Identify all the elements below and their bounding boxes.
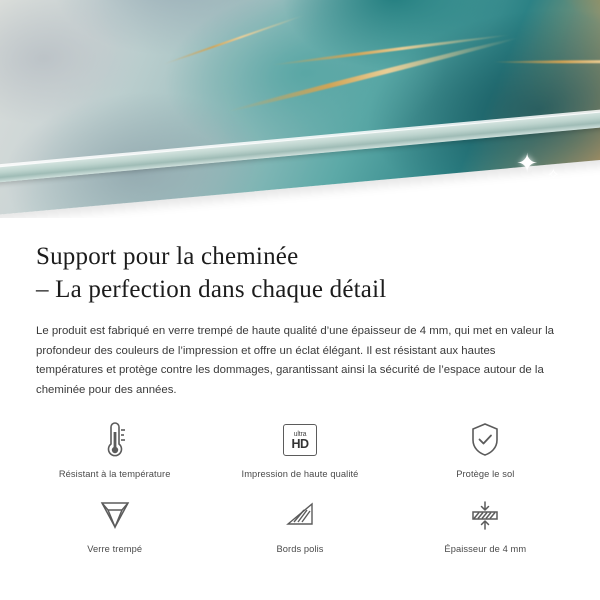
hero-image-inner [0,0,600,218]
feature-item [22,418,207,479]
description-paragraph: Le produit est fabriqué en verre trempé de haute qualité d’une épaisseur de 4 mm, qui met en valeur la profondeur des couleurs de l’impression et offre un éclat élégant. Il est résistant aux hautes températures et protège contre les dommages, garantissant ainsi la sécurité de l’espace autour de la cheminée pour des années. [36,325,554,396]
thermometer-icon [100,418,130,462]
thickness-icon [465,493,505,537]
content-block [0,218,600,400]
headline-line-1: Support pour la cheminée [36,243,299,270]
feature-label: Verre trempé [87,544,143,555]
glass-panel-artwork [0,0,600,216]
sparkle-small-icon: ✧ [546,167,560,184]
ultra-hd-top-text: ultra [293,430,307,438]
polished-edges-icon [282,493,318,537]
feature-label: Résistant à la température [58,469,171,480]
shield-check-icon [468,418,502,462]
ultra-hd-bottom-text: HD [291,436,309,451]
feature-item [207,418,392,479]
feature-item [22,493,207,554]
feature-label: Épaisseur de 4 mm [444,544,527,555]
headline-line-2: – La perfection dans chaque détail [36,276,387,303]
hero-image [0,0,600,218]
feature-label: Protège le sol [456,469,515,480]
diamond-icon [95,493,135,537]
page-title [36,240,564,306]
marble-artwork-surface [0,0,600,216]
ultra-hd-icon [283,418,317,462]
feature-item [207,493,392,554]
feature-grid [0,418,600,554]
feature-label: Bords polis [276,544,324,555]
feature-item [393,493,578,554]
feature-label: Impression de haute qualité [241,469,359,480]
feature-item [393,418,578,479]
sparkle-icon: ✦ [516,148,538,178]
